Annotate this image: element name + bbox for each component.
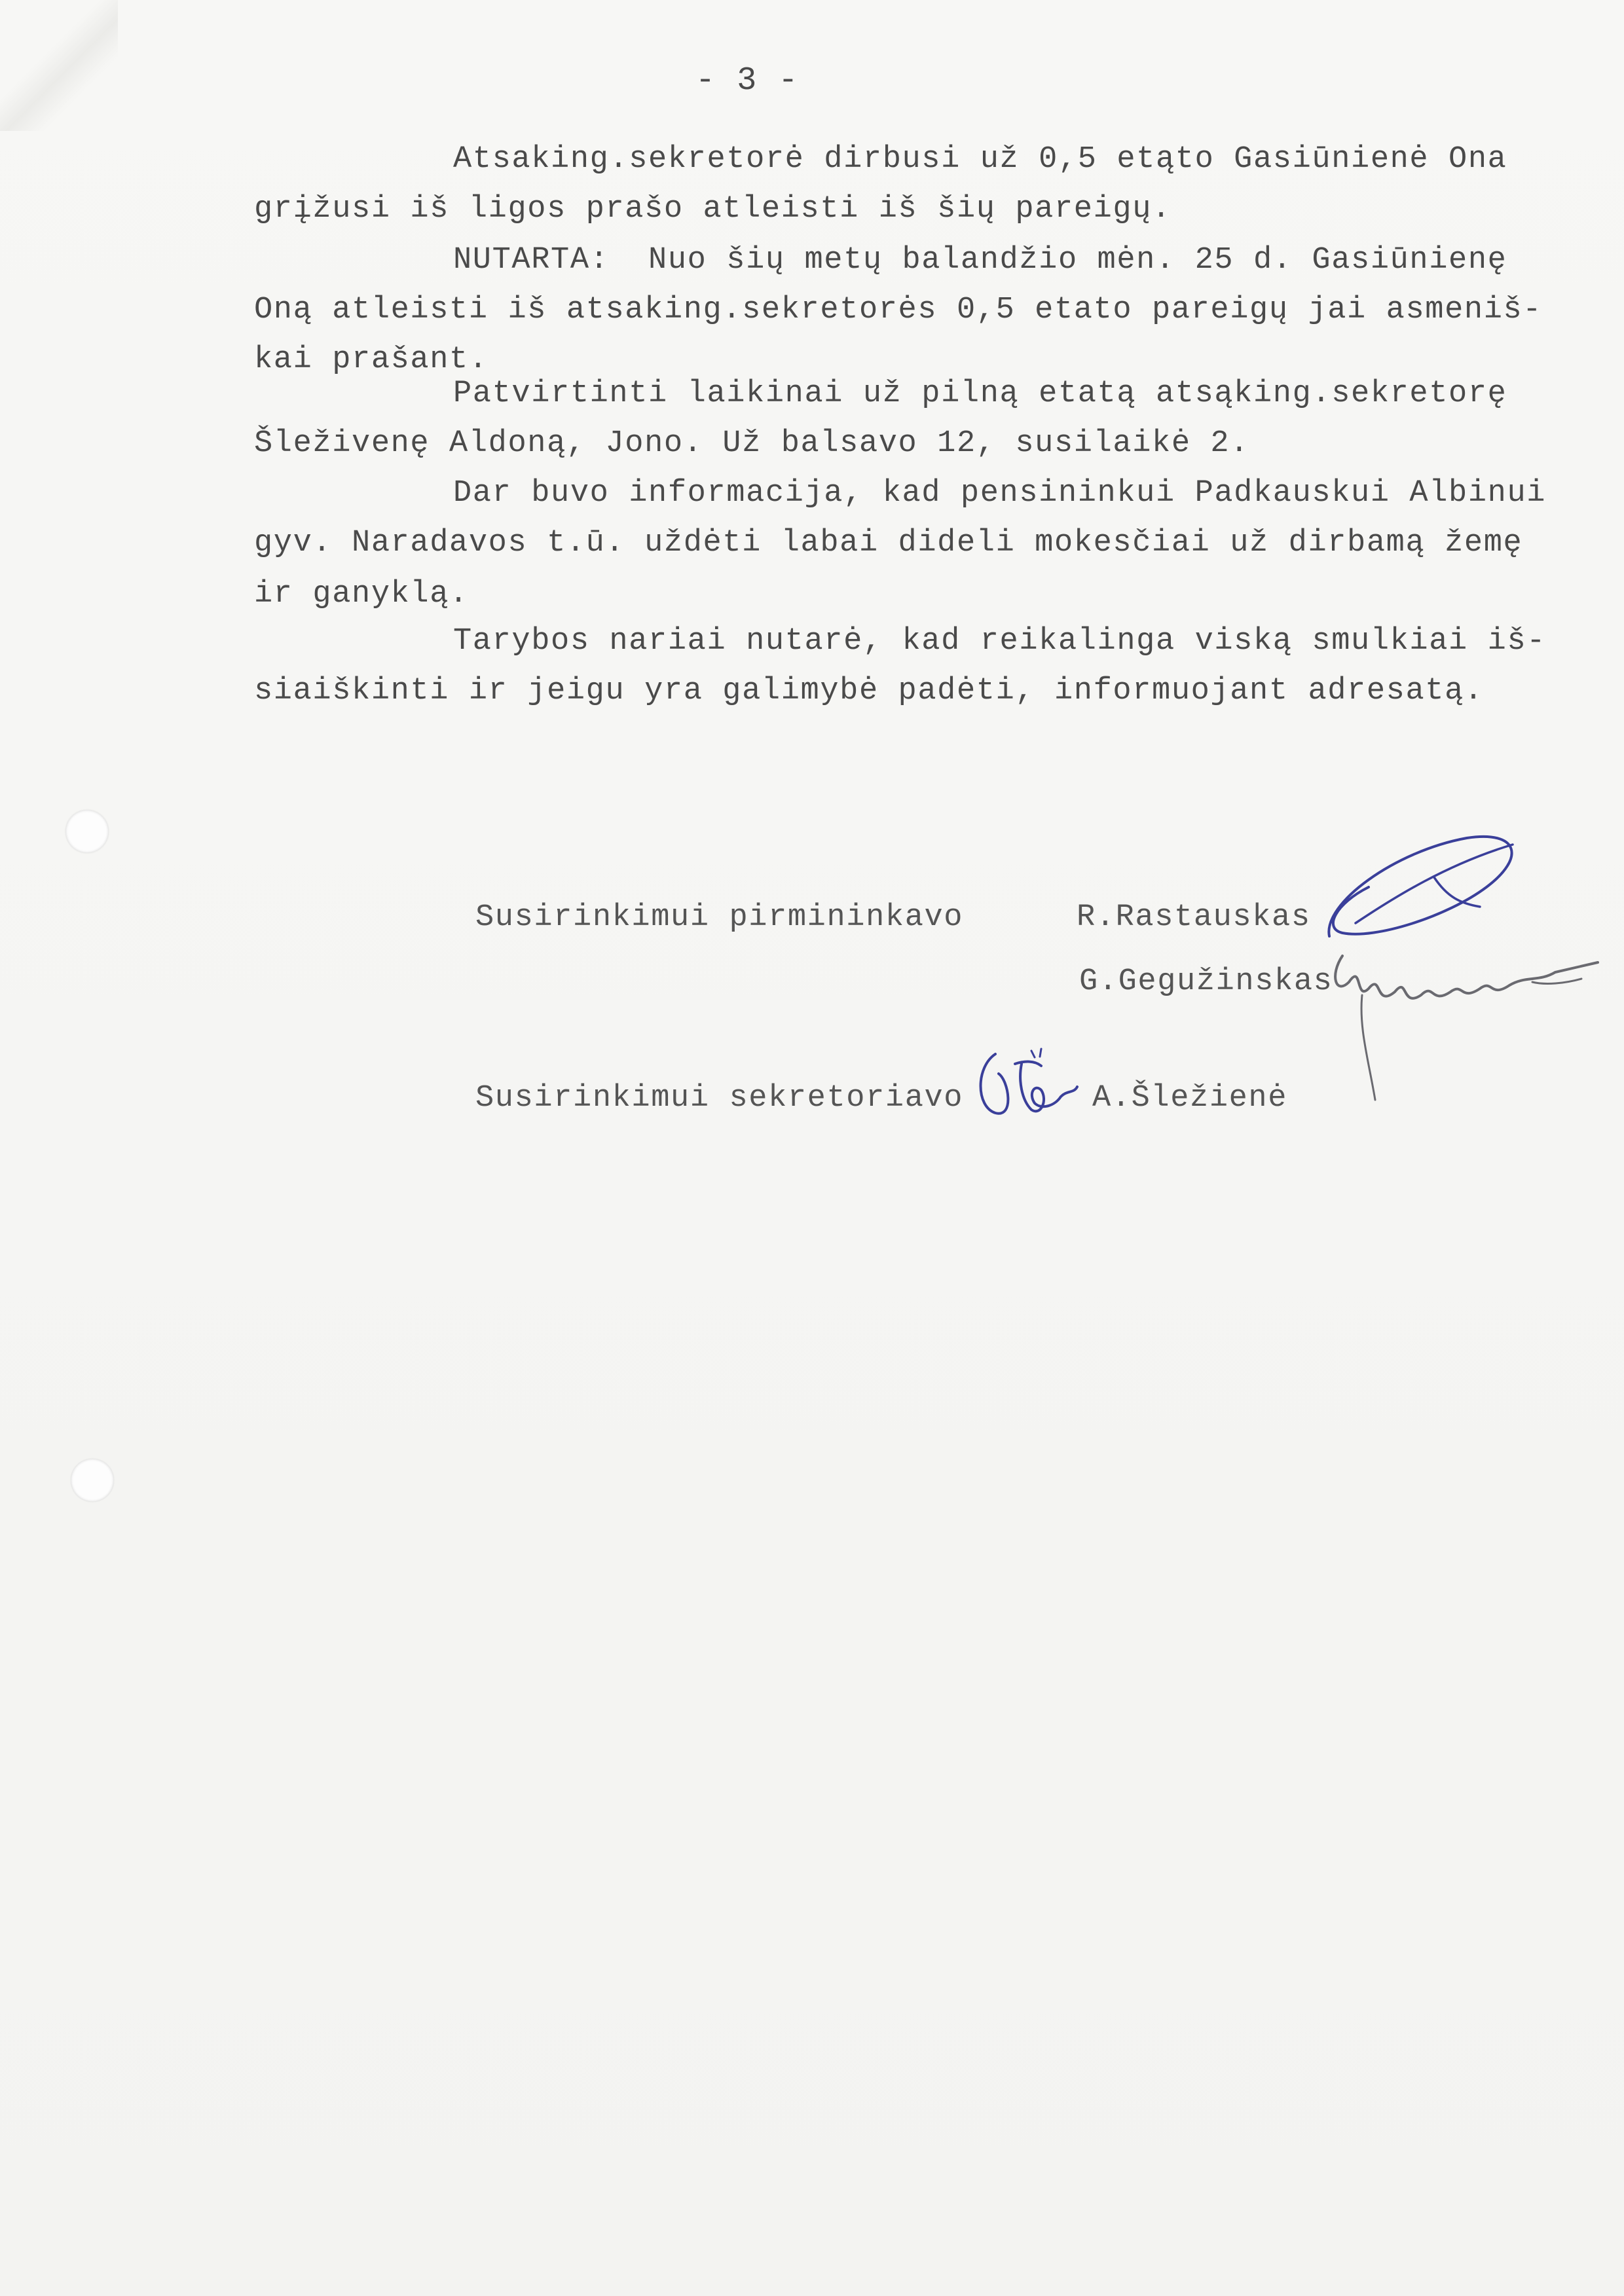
blue-small-signature bbox=[969, 1041, 1100, 1126]
folded-corner bbox=[0, 0, 118, 131]
punch-hole-top bbox=[65, 810, 109, 853]
body-line: siaiškinti ir jeigu yra galimybė padėti, informuojant adresatą. bbox=[254, 674, 1484, 708]
resolution-line: NUTARTA: Nuo šių metų balandžio mėn. 25 d. Gasiūnienę bbox=[453, 243, 1507, 278]
body-line: grįžusi iš ligos prašo atleisti iš šių pareigų. bbox=[254, 192, 1172, 227]
body-line: gyv. Naradavos t.ū. uždėti labai dideli mokesčiai už dirbamą žemę bbox=[254, 526, 1523, 560]
secretary-name: A.Šležienė bbox=[1092, 1081, 1288, 1116]
body-line: Šleživenę Aldoną, Jono. Už balsavo 12, susilaikė 2. bbox=[254, 426, 1250, 461]
page-number: - 3 - bbox=[695, 62, 800, 100]
body-line: kai prašant. bbox=[254, 342, 489, 377]
body-line: Tarybos nariai nutarė, kad reikalinga viską smulkiai iš- bbox=[453, 624, 1547, 659]
body-line: ir ganyklą. bbox=[254, 577, 469, 611]
chair-name-1: R.Rastauskas bbox=[1077, 900, 1311, 935]
body-line: Oną atleisti iš atsaking.sekretorės 0,5 etato pareigų jai asmeniš- bbox=[254, 293, 1543, 327]
secretary-label: Susirinkimui sekretoriavo bbox=[475, 1081, 964, 1116]
punch-hole-bottom bbox=[71, 1459, 114, 1502]
body-line: Patvirtinti laikinai už pilną etatą atsąking.sekretorę bbox=[453, 376, 1507, 411]
body-line: Atsaking.sekretorė dirbusi už 0,5 etąto Gasiūnienė Ona bbox=[453, 142, 1507, 177]
chair-name-2: G.Gegužinskas bbox=[1079, 964, 1333, 999]
gray-scribble-signature bbox=[1323, 936, 1604, 1113]
body-line: Dar buvo informacija, kad pensininkui Padkauskui Albinui bbox=[453, 476, 1547, 511]
chair-label: Susirinkimui pirmininkavo bbox=[475, 900, 964, 935]
